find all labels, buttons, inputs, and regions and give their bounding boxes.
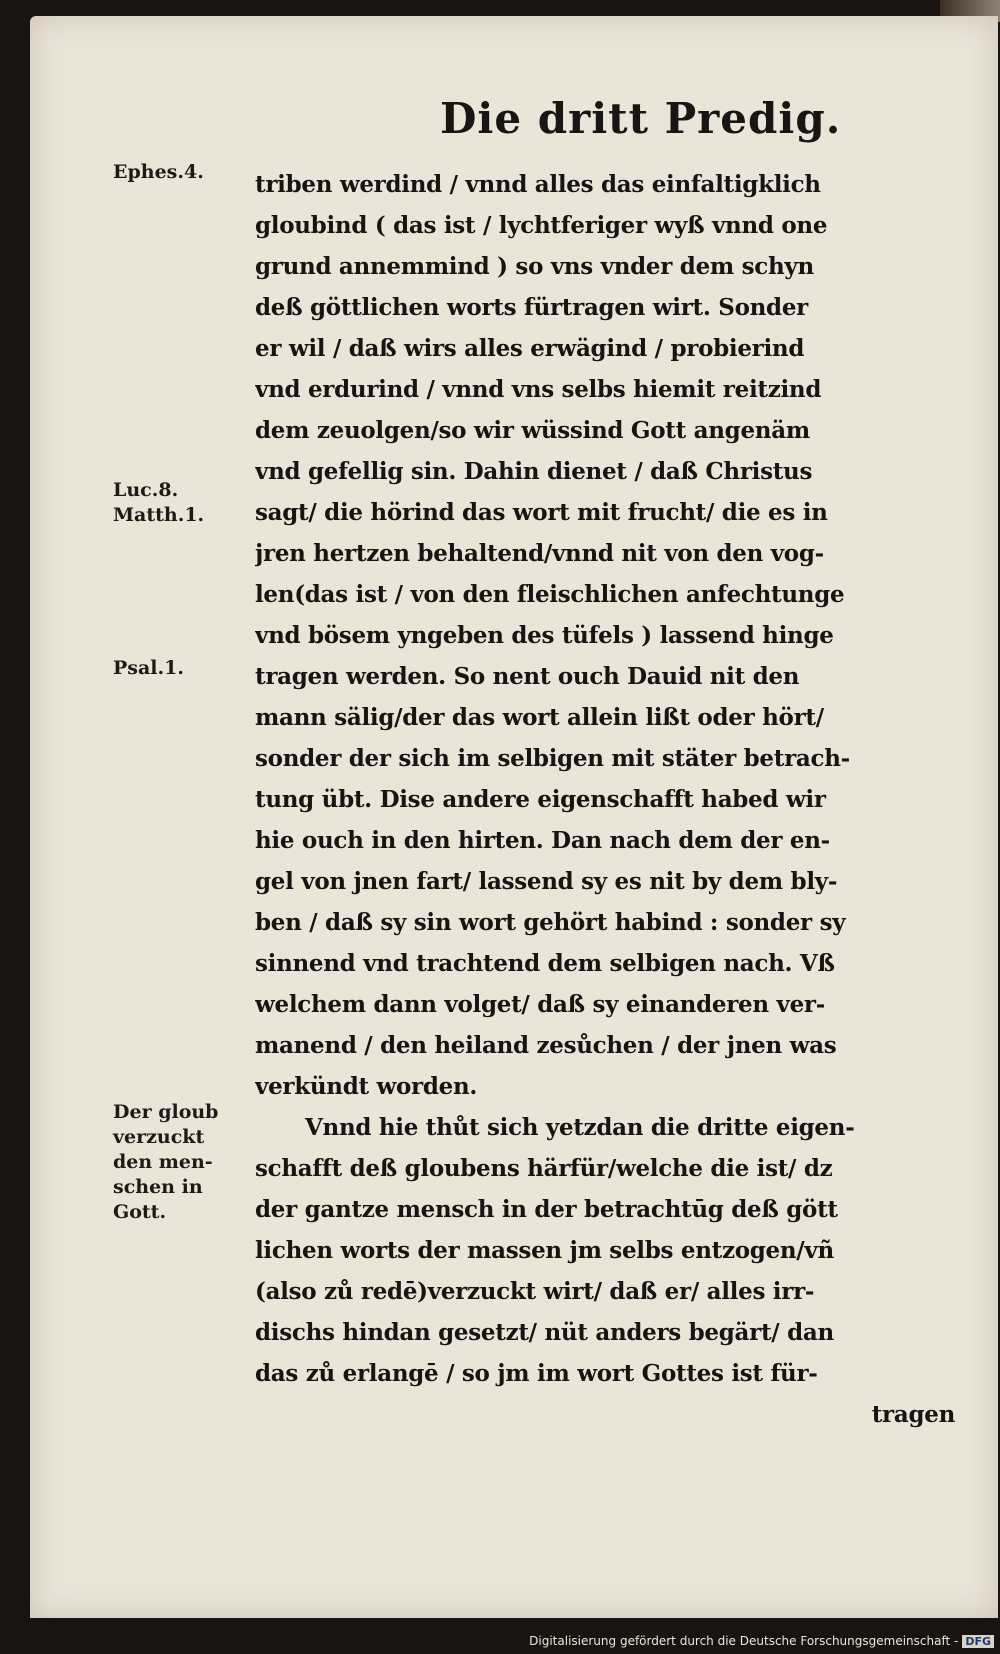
digitization-credit: [529, 1634, 994, 1648]
body-text: [255, 164, 960, 1435]
page-header: Die dritt Predig.: [440, 94, 842, 143]
text-line: schafft deß gloubens härfür/welche die ist/ dz: [255, 1155, 833, 1182]
credit-text: Digitalisierung gefördert durch die Deutsche Forschungsgemeinschaft -: [529, 1634, 959, 1648]
margin-note-line: Gott.: [113, 1201, 167, 1223]
margin-note-line: Psal.1.: [113, 657, 184, 679]
text-line: gloubind ( das ist / lychtferiger wyß vnnd one: [255, 212, 828, 239]
text-line: sinnend vnd trachtend dem selbigen nach. Vß: [255, 950, 835, 977]
text-line: manend / den heiland zesůchen / der jnen was: [255, 1032, 837, 1059]
text-line: vnd gefellig sin. Dahin dienet / daß Christus: [255, 458, 813, 485]
text-line: ben / daß sy sin wort gehört habind : sonder sy: [255, 909, 846, 936]
text-line: mann sälig/der das wort allein lißt oder hört/: [255, 704, 824, 731]
text-line: welchem dann volget/ daß sy einanderen ver-: [255, 991, 825, 1018]
text-line: vnd bösem yngeben des tüfels ) lassend hinge: [255, 622, 834, 649]
margin-note-line: verzuckt: [113, 1126, 205, 1148]
text-line: das zů erlangē / so jm im wort Gottes ist für-: [255, 1360, 818, 1387]
margin-note-line: Ephes.4.: [113, 161, 204, 183]
text-line: gel von jnen fart/ lassend sy es nit by dem bly-: [255, 868, 838, 895]
text-line: grund annemmind ) so vns vnder dem schyn: [255, 253, 814, 280]
text-line: jren hertzen behaltend/vnnd nit von den vog-: [255, 540, 824, 567]
margin-note-gloub: [113, 1100, 243, 1225]
text-line: dem zeuolgen/so wir wüssind Gott angenäm: [255, 417, 810, 444]
catchword: tragen: [871, 1401, 955, 1428]
text-line: triben werdind / vnnd alles das einfaltigklich: [255, 171, 821, 198]
text-line: Vnnd hie thůt sich yetzdan die dritte eigen-: [305, 1114, 855, 1141]
text-line: tung übt. Dise andere eigenschafft habed wir: [255, 786, 826, 813]
text-line: len(das ist / von den fleischlichen anfechtunge: [255, 581, 845, 608]
text-line: er wil / daß wirs alles erwägind / probierind: [255, 335, 805, 362]
margin-note-line: den men-: [113, 1151, 213, 1173]
margin-note-line: Matth.1.: [113, 504, 205, 526]
margin-note-luc-matth: [113, 478, 243, 528]
text-line: dischs hindan gesetzt/ nüt anders begärt/ dan: [255, 1319, 834, 1346]
text-line: sagt/ die hörind das wort mit frucht/ die es in: [255, 499, 828, 526]
margin-note-line: schen in: [113, 1176, 203, 1198]
dfg-logo: DFG: [962, 1635, 994, 1648]
text-line: der gantze mensch in der betrachtūg deß gött: [255, 1196, 838, 1223]
text-line: hie ouch in den hirten. Dan nach dem der en-: [255, 827, 830, 854]
margin-note-psal: [113, 656, 243, 681]
margin-note-line: Der gloub: [113, 1101, 219, 1123]
text-line: tragen werden. So nent ouch Dauid nit den: [255, 663, 800, 690]
text-line: deß göttlichen worts fürtragen wirt. Sonder: [255, 294, 808, 321]
text-line: lichen worts der massen jm selbs entzogen/vñ: [255, 1237, 834, 1264]
text-line: vnd erdurind / vnnd vns selbs hiemit reitzind: [255, 376, 822, 403]
margin-note-ephes: [113, 160, 243, 185]
text-line: sonder der sich im selbigen mit stäter betrach-: [255, 745, 850, 772]
text-line: verkündt worden.: [255, 1073, 478, 1100]
text-line: (also zů redē)verzuckt wirt/ daß er/ alles irr-: [255, 1278, 815, 1305]
margin-note-line: Luc.8.: [113, 479, 179, 501]
